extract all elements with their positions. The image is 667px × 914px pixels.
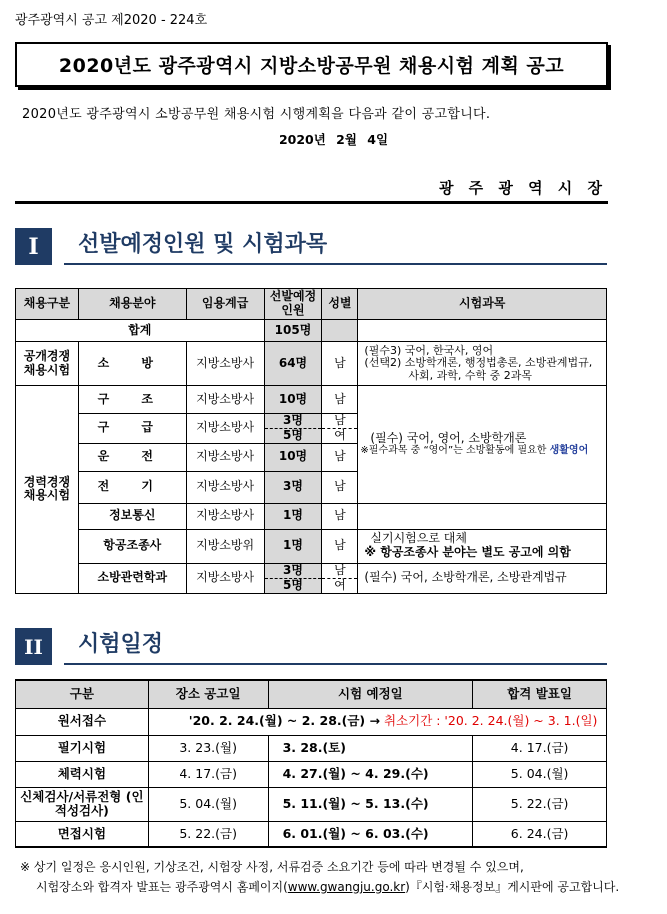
col-header: 장소 공고일 (148, 680, 268, 708)
table-row (16, 735, 607, 761)
count-cell: 3명 (264, 563, 322, 578)
gender-cell: 남 (322, 342, 358, 386)
count-cell: 64명 (264, 342, 322, 386)
gender-cell: 여 (322, 428, 358, 443)
pilot-cell (358, 529, 607, 563)
subjects-line: (필수3) 국어, 한국사, 영어 (364, 343, 494, 357)
career-note-highlight: 생활영어 (549, 445, 589, 457)
rank-cell: 지방소방사 (186, 386, 264, 414)
gender-cell: 남 (322, 443, 358, 471)
schedule-label: 면접시험 (16, 821, 149, 847)
exam-date: 5. 11.(월) ~ 5. 13.(수) (268, 787, 473, 821)
table-row (16, 503, 607, 529)
field-cell: 정보통신 (78, 503, 186, 529)
subjects-line: (선택2) 소방학개론, 행정법총론, 소방관계법규, (364, 356, 593, 370)
table-row (16, 342, 607, 386)
footnote-line: ※ 상기 일정은 응시인원, 기상조건, 시험장 사정, 서류검증 소요기간 등에 따라 변경될 수 있으며, (20, 860, 524, 874)
career-note-prefix: ※필수과목 중 “영어”는 소방활동에 필요한 (360, 445, 547, 457)
application-period: '20. 2. 24.(월) ~ 2. 28.(금) → (188, 713, 380, 729)
count-cell: 10명 (264, 386, 322, 414)
count-cell: 1명 (264, 503, 322, 529)
result-date: 5. 22.(금) (473, 787, 607, 821)
table-header-row (16, 289, 607, 320)
gender-cell: 남 (322, 563, 358, 578)
field-cell: 소방관련학과 (78, 563, 186, 593)
field-cell: 소 방 (78, 342, 186, 386)
schedule-table (15, 679, 607, 848)
rank-cell: 지방소방사 (186, 443, 264, 471)
total-count: 105명 (264, 320, 322, 342)
total-label: 합계 (16, 320, 265, 342)
venue-date: 4. 17.(금) (148, 761, 268, 787)
exam-date: 3. 28.(토) (268, 735, 473, 761)
count-cell: 3명 (264, 414, 322, 429)
section2-title: 시험일정 (64, 629, 607, 665)
table-header-row (16, 680, 607, 708)
table-row (16, 821, 607, 847)
schedule-label: 신체검사/서류전형 (인적성검사) (16, 787, 149, 821)
gender-cell: 남 (322, 529, 358, 563)
intro-text: 2020년도 광주광역시 소방공무원 채용시험 시행계획을 다음과 같이 공고합니다. (22, 107, 491, 122)
col-header: 합격 발표일 (473, 680, 607, 708)
col-header: 선발예정 인원 (264, 289, 322, 320)
header-rule (15, 201, 608, 204)
issuer: 광 주 광 역 시 장 (438, 179, 607, 197)
section2-number: II (15, 628, 52, 665)
venue-date: 5. 22.(금) (148, 821, 268, 847)
col-header: 시험과목 (358, 289, 607, 320)
count-cell: 5명 (264, 578, 322, 593)
venue-date: 3. 23.(월) (148, 735, 268, 761)
blank-cell (322, 320, 358, 342)
exam-date: 4. 27.(월) ~ 4. 29.(수) (268, 761, 473, 787)
count-cell: 1명 (264, 529, 322, 563)
fire-dept-subjects: (필수) 국어, 소방학개론, 소방관계법규 (358, 563, 607, 593)
career-category: 경력경쟁 채용시험 (16, 386, 79, 594)
col-header: 임용계급 (186, 289, 264, 320)
rank-cell: 지방소방사 (186, 563, 264, 593)
count-cell: 3명 (264, 471, 322, 503)
col-header: 채용분야 (78, 289, 186, 320)
count-cell: 5명 (264, 428, 322, 443)
table-row (16, 787, 607, 821)
col-header: 구분 (16, 680, 149, 708)
total-row (16, 320, 607, 342)
subjects-cell (358, 342, 607, 386)
rank-cell: 지방소방사 (186, 414, 264, 444)
rank-cell: 지방소방사 (186, 503, 264, 529)
homepage-link[interactable]: www.gwangju.go.kr (287, 880, 406, 894)
positions-table (15, 288, 607, 594)
footnote-text: )『시험·채용정보』게시판에 공고합니다. (405, 880, 620, 894)
application-period-cell (148, 708, 606, 735)
table-row (16, 529, 607, 563)
result-date: 4. 17.(금) (473, 735, 607, 761)
application-cancel: 취소기간 : '20. 2. 24.(월) ~ 3. 1.(일) (383, 713, 598, 729)
notice-number: 광주광역시 공고 제2020 - 224호 (15, 13, 208, 28)
field-cell: 운 전 (78, 443, 186, 471)
field-cell: 구 조 (78, 386, 186, 414)
col-header: 성별 (322, 289, 358, 320)
table-row (16, 708, 607, 735)
blank-cell (358, 503, 607, 529)
footnote-line (20, 877, 619, 897)
footnote-text: 시험장소와 합격자 발표는 광주광역시 홈페이지( (36, 880, 288, 894)
rank-cell: 지방소방사 (186, 342, 264, 386)
gender-cell: 여 (322, 578, 358, 593)
career-subjects-cell (358, 386, 607, 504)
table-row (16, 563, 607, 578)
schedule-label: 체력시험 (16, 761, 149, 787)
subjects-line: 사회, 과학, 수학 중 2과목 (408, 368, 533, 382)
pilot-line: ※ 항공조종사 분야는 별도 공고에 의함 (364, 545, 571, 560)
gender-cell: 남 (322, 471, 358, 503)
gender-cell: 남 (322, 414, 358, 429)
career-subjects: (필수) 국어, 영어, 소방학개론 (370, 430, 527, 445)
blank-cell (358, 320, 607, 342)
section1-title: 선발예정인원 및 시험과목 (64, 229, 607, 265)
field-cell: 구 급 (78, 414, 186, 444)
count-cell: 10명 (264, 443, 322, 471)
title-box (15, 42, 608, 87)
field-cell: 항공조종사 (78, 529, 186, 563)
pilot-line: 실기시험으로 대체 (370, 531, 467, 546)
result-date: 6. 24.(금) (473, 821, 607, 847)
gender-cell: 남 (322, 386, 358, 414)
footnote (20, 857, 619, 897)
page-title: 2020년도 광주광역시 지방소방공무원 채용시험 계획 공고 (58, 55, 565, 77)
rank-cell: 지방소방위 (186, 529, 264, 563)
col-header: 채용구분 (16, 289, 79, 320)
rank-cell: 지방소방사 (186, 471, 264, 503)
career-note (360, 445, 604, 457)
col-header: 시험 예정일 (268, 680, 473, 708)
schedule-label: 필기시험 (16, 735, 149, 761)
exam-date: 6. 01.(월) ~ 6. 03.(수) (268, 821, 473, 847)
table-row (16, 386, 607, 414)
venue-date: 5. 04.(월) (148, 787, 268, 821)
open-category: 공개경쟁 채용시험 (16, 342, 79, 386)
gender-cell: 남 (322, 503, 358, 529)
section1-number: I (15, 228, 52, 265)
result-date: 5. 04.(월) (473, 761, 607, 787)
table-row (16, 761, 607, 787)
notice-date: 2020년 2월 4일 (278, 132, 389, 147)
field-cell: 전 기 (78, 471, 186, 503)
schedule-label: 원서접수 (16, 708, 149, 735)
